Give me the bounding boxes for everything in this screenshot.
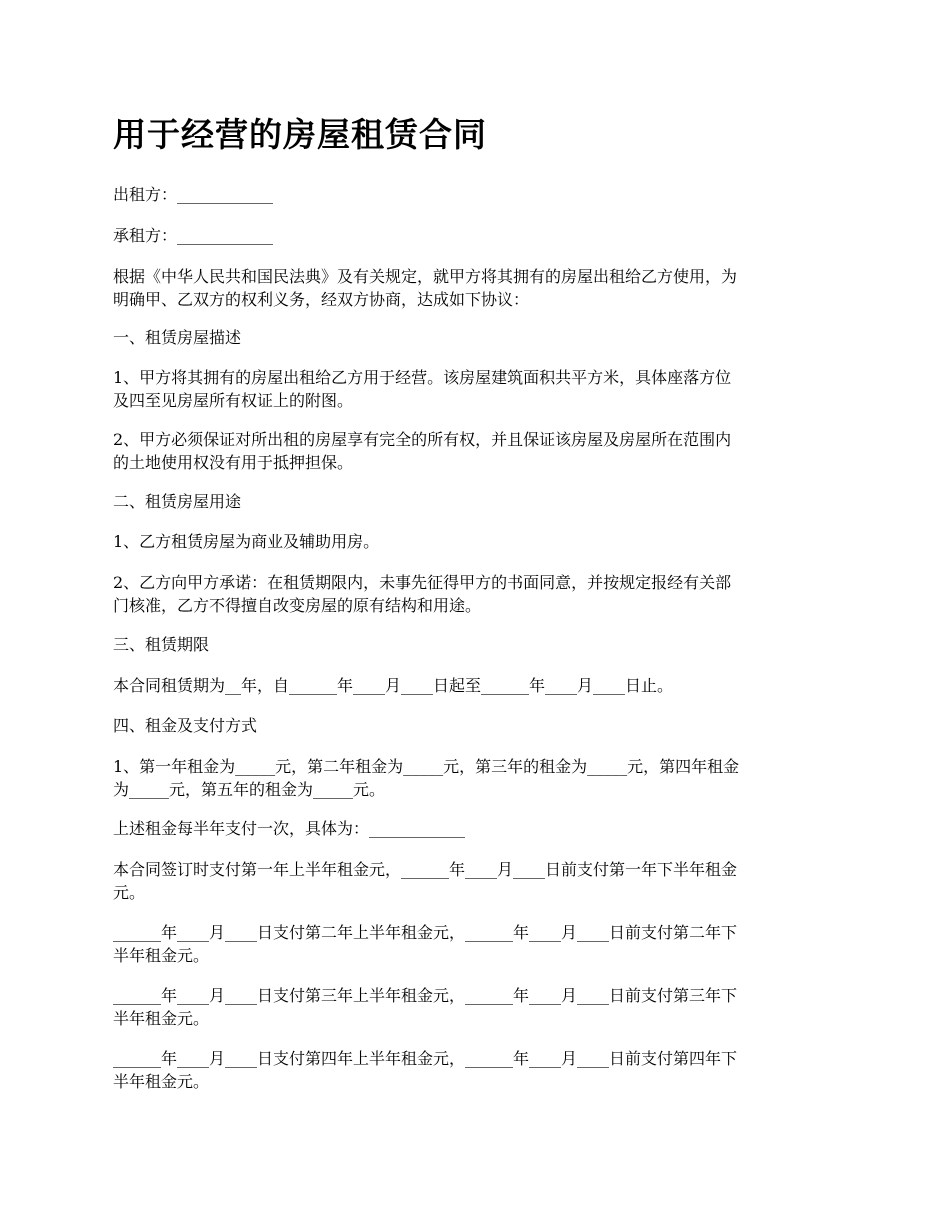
lessor-line: 出租方：____________: [113, 185, 274, 204]
section-heading-2: 二、租赁房屋用途: [113, 492, 242, 511]
section-heading-3: 三、租赁期限: [113, 635, 210, 654]
clause-2-2: 2、乙方向甲方承诺：在租赁期限内，未事先征得甲方的书面同意，并按规定报经有关部 门核准，乙方不得擅自改变房屋的原有结构和用途。: [113, 573, 732, 615]
clause-1-1: 1、甲方将其拥有的房屋出租给乙方用于经营。该房屋建筑面积共平方米，具体座落方位 及四至见房屋所有权证上的附图。: [113, 368, 732, 410]
section-heading-4: 四、租金及支付方式: [113, 716, 258, 735]
payment-schedule-line: 上述租金每半年支付一次，具体为：____________: [113, 819, 466, 838]
document-page: [113, 0, 841, 1230]
lessee-line: 承租方：____________: [113, 226, 274, 245]
section-heading-1: 一、租赁房屋描述: [113, 328, 242, 347]
clause-4-1: 1、第一年租金为_____元，第二年租金为_____元，第三年的租金为_____元，第四年租金 为_____元，第五年的租金为_____元。: [113, 757, 740, 799]
payment-year-1: 本合同签订时支付第一年上半年租金元，______年____月____日前支付第一年下半年租金 元。: [113, 860, 738, 902]
lease-term-line: 本合同租赁期为__年，自______年____月____日起至______年____月____日止。: [113, 676, 674, 695]
payment-year-3: ______年____月____日支付第三年上半年租金元，______年____月____日前支付第三年下 半年租金元。: [113, 986, 738, 1028]
document-title: 用于经营的房屋租赁合同: [113, 115, 487, 154]
preamble-paragraph: 根据《中华人民共和国民法典》及有关规定，就甲方将其拥有的房屋出租给乙方使用，为 明确甲、乙双方的权利义务，经双方协商，达成如下协议：: [113, 267, 738, 309]
clause-2-1: 1、乙方租赁房屋为商业及辅助用房。: [113, 532, 380, 551]
payment-year-2: ______年____月____日支付第二年上半年租金元，______年____月____日前支付第二年下 半年租金元。: [113, 923, 738, 965]
clause-1-2: 2、甲方必须保证对所出租的房屋享有完全的所有权，并且保证该房屋及房屋所在范围内 的土地使用权没有用于抵押担保。: [113, 430, 732, 472]
payment-year-4: ______年____月____日支付第四年上半年租金元，______年____月____日前支付第四年下 半年租金元。: [113, 1049, 738, 1091]
